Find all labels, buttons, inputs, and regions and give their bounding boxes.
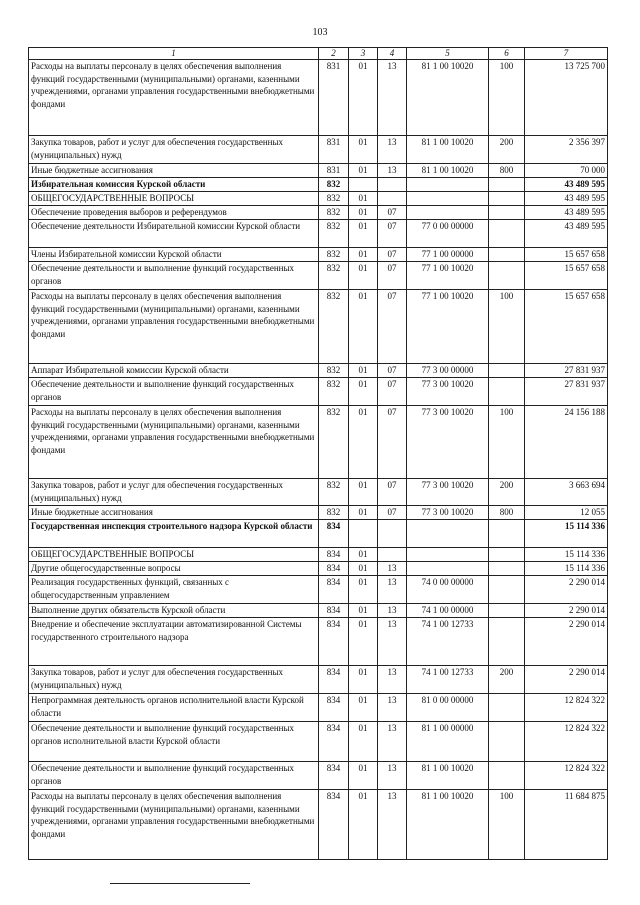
- table-row: [29, 722, 608, 762]
- row-code: 834: [319, 762, 349, 790]
- row-name: Иные бюджетные ассигнования: [29, 506, 319, 520]
- row-code: 831: [319, 136, 349, 164]
- row-amount: 13 725 700: [525, 60, 608, 136]
- row-amount: 43 489 595: [525, 178, 608, 192]
- footer-divider: [110, 883, 250, 884]
- table-row: [29, 562, 608, 576]
- row-section: 01: [349, 60, 378, 136]
- row-target-article: 77 3 00 10020: [407, 479, 489, 506]
- row-subsection: 13: [378, 790, 407, 860]
- row-amount: 2 290 014: [525, 618, 608, 666]
- table-row: [29, 378, 608, 406]
- row-subsection: 07: [378, 262, 407, 290]
- row-expense-type: [489, 548, 525, 562]
- row-name: Аппарат Избирательной комиссии Курской области: [29, 364, 319, 378]
- row-code: 832: [319, 178, 349, 192]
- row-code: 832: [319, 220, 349, 248]
- row-expense-type: 200: [489, 136, 525, 164]
- row-code: 832: [319, 506, 349, 520]
- row-expense-type: [489, 520, 525, 548]
- row-target-article: [407, 562, 489, 576]
- row-name: Обеспечение деятельности и выполнение функций государственных органов: [29, 262, 319, 290]
- row-section: 01: [349, 479, 378, 506]
- row-target-article: 81 1 00 10020: [407, 164, 489, 178]
- row-expense-type: 100: [489, 406, 525, 479]
- row-amount: 15 657 658: [525, 290, 608, 364]
- row-subsection: [378, 520, 407, 548]
- row-code: 831: [319, 60, 349, 136]
- row-code: 834: [319, 694, 349, 722]
- row-subsection: 07: [378, 220, 407, 248]
- row-subsection: 13: [378, 562, 407, 576]
- row-section: 01: [349, 220, 378, 248]
- row-code: 832: [319, 248, 349, 262]
- row-code: 832: [319, 290, 349, 364]
- row-amount: 27 831 937: [525, 378, 608, 406]
- row-amount: 27 831 937: [525, 364, 608, 378]
- row-amount: 43 489 595: [525, 220, 608, 248]
- row-subsection: 07: [378, 406, 407, 479]
- row-name: Обеспечение деятельности и выполнение функций государственных органов: [29, 378, 319, 406]
- row-amount: 12 824 322: [525, 762, 608, 790]
- row-target-article: 77 3 00 00000: [407, 364, 489, 378]
- row-name: ОБЩЕГОСУДАРСТВЕННЫЕ ВОПРОСЫ: [29, 548, 319, 562]
- row-subsection: 13: [378, 762, 407, 790]
- column-header: 2: [319, 48, 349, 60]
- row-code: 834: [319, 548, 349, 562]
- row-name: Реализация государственных функций, связанных с общегосударственным управлением: [29, 576, 319, 604]
- column-header: 3: [349, 48, 378, 60]
- row-code: 832: [319, 479, 349, 506]
- row-expense-type: [489, 248, 525, 262]
- row-name: Закупка товаров, работ и услуг для обеспечения государственных (муниципальных) нужд: [29, 666, 319, 694]
- row-section: 01: [349, 248, 378, 262]
- row-target-article: 77 1 00 10020: [407, 262, 489, 290]
- row-target-article: 77 3 00 10020: [407, 406, 489, 479]
- row-subsection: 07: [378, 206, 407, 220]
- row-section: 01: [349, 206, 378, 220]
- row-section: 01: [349, 604, 378, 618]
- row-section: 01: [349, 666, 378, 694]
- row-amount: 70 000: [525, 164, 608, 178]
- row-subsection: 13: [378, 136, 407, 164]
- row-target-article: 74 0 00 00000: [407, 576, 489, 604]
- row-section: 01: [349, 722, 378, 762]
- row-code: 832: [319, 406, 349, 479]
- row-expense-type: 100: [489, 60, 525, 136]
- column-header: 7: [525, 48, 608, 60]
- row-name: Расходы на выплаты персоналу в целях обеспечения выполнения функций государственными (муниципальными) органами, казенными учреждениями, органами управления государственными внебюджетными фондами: [29, 790, 319, 860]
- row-target-article: 81 1 00 10020: [407, 136, 489, 164]
- row-subsection: 07: [378, 248, 407, 262]
- row-amount: 12 824 322: [525, 722, 608, 762]
- row-subsection: [378, 178, 407, 192]
- row-subsection: 13: [378, 576, 407, 604]
- row-section: 01: [349, 694, 378, 722]
- row-section: 01: [349, 192, 378, 206]
- row-code: 834: [319, 562, 349, 576]
- row-section: 01: [349, 506, 378, 520]
- row-target-article: 77 0 00 00000: [407, 220, 489, 248]
- row-section: [349, 520, 378, 548]
- table-row: [29, 790, 608, 860]
- row-amount: 43 489 595: [525, 192, 608, 206]
- row-section: [349, 178, 378, 192]
- row-target-article: [407, 206, 489, 220]
- row-name: Расходы на выплаты персоналу в целях обеспечения выполнения функций государственными (муниципальными) органами, казенными учреждениями, органами управления государственными внебюджетными фондами: [29, 290, 319, 364]
- row-section: 01: [349, 136, 378, 164]
- row-section: 01: [349, 762, 378, 790]
- row-expense-type: 100: [489, 790, 525, 860]
- row-expense-type: [489, 604, 525, 618]
- row-subsection: 07: [378, 290, 407, 364]
- row-code: 832: [319, 262, 349, 290]
- row-section: 01: [349, 790, 378, 860]
- row-subsection: 13: [378, 164, 407, 178]
- row-expense-type: 200: [489, 479, 525, 506]
- row-target-article: 74 1 00 12733: [407, 618, 489, 666]
- row-expense-type: [489, 220, 525, 248]
- row-target-article: 81 1 00 10020: [407, 762, 489, 790]
- row-expense-type: [489, 618, 525, 666]
- row-target-article: [407, 548, 489, 562]
- row-name: Расходы на выплаты персоналу в целях обеспечения выполнения функций государственными (муниципальными) органами, казенными учреждениями, органами управления государственными внебюджетными фондами: [29, 406, 319, 479]
- row-section: 01: [349, 618, 378, 666]
- row-amount: 15 114 336: [525, 562, 608, 576]
- row-section: 01: [349, 290, 378, 364]
- row-target-article: 77 3 00 10020: [407, 506, 489, 520]
- row-section: 01: [349, 378, 378, 406]
- row-target-article: [407, 520, 489, 548]
- row-subsection: [378, 548, 407, 562]
- row-expense-type: 800: [489, 506, 525, 520]
- row-section: 01: [349, 576, 378, 604]
- row-code: 834: [319, 576, 349, 604]
- column-header: 6: [489, 48, 525, 60]
- budget-table: [28, 47, 608, 860]
- table-row: [29, 136, 608, 164]
- row-amount: 15 114 336: [525, 548, 608, 562]
- row-subsection: 13: [378, 694, 407, 722]
- row-code: 834: [319, 666, 349, 694]
- row-amount: 2 290 014: [525, 666, 608, 694]
- row-code: 832: [319, 206, 349, 220]
- row-amount: 11 684 875: [525, 790, 608, 860]
- row-amount: 2 290 014: [525, 604, 608, 618]
- row-subsection: 13: [378, 618, 407, 666]
- row-name: Закупка товаров, работ и услуг для обеспечения государственных (муниципальных) нужд: [29, 479, 319, 506]
- table-row: [29, 520, 608, 548]
- row-amount: 12 824 322: [525, 694, 608, 722]
- row-expense-type: [489, 378, 525, 406]
- row-subsection: [378, 192, 407, 206]
- row-expense-type: [489, 576, 525, 604]
- row-target-article: [407, 192, 489, 206]
- row-amount: 2 356 397: [525, 136, 608, 164]
- row-subsection: 07: [378, 364, 407, 378]
- row-expense-type: [489, 206, 525, 220]
- row-target-article: 81 0 00 00000: [407, 694, 489, 722]
- row-name: Непрограммная деятельность органов исполнительной власти Курской области: [29, 694, 319, 722]
- table-row: [29, 479, 608, 506]
- row-section: 01: [349, 262, 378, 290]
- row-subsection: 13: [378, 60, 407, 136]
- row-expense-type: 200: [489, 666, 525, 694]
- row-name: Закупка товаров, работ и услуг для обеспечения государственных (муниципальных) нужд: [29, 136, 319, 164]
- row-subsection: 13: [378, 604, 407, 618]
- row-name: Другие общегосударственные вопросы: [29, 562, 319, 576]
- row-name: Выполнение других обязательств Курской области: [29, 604, 319, 618]
- row-expense-type: [489, 262, 525, 290]
- row-expense-type: [489, 694, 525, 722]
- row-name: Избирательная комиссия Курской области: [29, 178, 319, 192]
- row-name: Обеспечение деятельности и выполнение функций государственных органов исполнительной власти Курской области: [29, 722, 319, 762]
- row-target-article: [407, 178, 489, 192]
- table-row: [29, 60, 608, 136]
- table-row: [29, 220, 608, 248]
- table-row: [29, 576, 608, 604]
- row-name: Внедрение и обеспечение эксплуатации автоматизированной Системы государственного строительного надзора: [29, 618, 319, 666]
- row-subsection: 07: [378, 378, 407, 406]
- table-row: [29, 178, 608, 192]
- table-row: [29, 762, 608, 790]
- row-code: 832: [319, 364, 349, 378]
- table-row: [29, 666, 608, 694]
- row-expense-type: [489, 562, 525, 576]
- row-code: 834: [319, 722, 349, 762]
- column-header: 1: [29, 48, 319, 60]
- table-row: [29, 618, 608, 666]
- row-name: ОБЩЕГОСУДАРСТВЕННЫЕ ВОПРОСЫ: [29, 192, 319, 206]
- row-section: 01: [349, 364, 378, 378]
- row-amount: 2 290 014: [525, 576, 608, 604]
- row-code: 834: [319, 790, 349, 860]
- table-row: [29, 192, 608, 206]
- table-row: [29, 506, 608, 520]
- table-row: [29, 248, 608, 262]
- row-name: Обеспечение проведения выборов и референдумов: [29, 206, 319, 220]
- row-amount: 3 663 694: [525, 479, 608, 506]
- table-row: [29, 262, 608, 290]
- row-target-article: 77 3 00 10020: [407, 378, 489, 406]
- row-amount: 12 055: [525, 506, 608, 520]
- row-code: 834: [319, 618, 349, 666]
- row-amount: 43 489 595: [525, 206, 608, 220]
- row-target-article: 81 1 00 00000: [407, 722, 489, 762]
- row-name: Обеспечение деятельности Избирательной комиссии Курской области: [29, 220, 319, 248]
- table-row: [29, 548, 608, 562]
- row-subsection: 07: [378, 479, 407, 506]
- page-number: 103: [312, 27, 328, 38]
- row-expense-type: [489, 722, 525, 762]
- row-target-article: 77 1 00 00000: [407, 248, 489, 262]
- row-target-article: 74 1 00 12733: [407, 666, 489, 694]
- row-amount: 15 657 658: [525, 262, 608, 290]
- row-subsection: 13: [378, 722, 407, 762]
- row-name: Расходы на выплаты персоналу в целях обеспечения выполнения функций государственными (муниципальными) органами, казенными учреждениями, органами управления государственными внебюджетными фондами: [29, 60, 319, 136]
- row-target-article: 77 1 00 10020: [407, 290, 489, 364]
- table-header-row: [29, 48, 608, 60]
- row-section: 01: [349, 406, 378, 479]
- row-target-article: 81 1 00 10020: [407, 60, 489, 136]
- row-expense-type: [489, 364, 525, 378]
- row-section: 01: [349, 562, 378, 576]
- table-row: [29, 206, 608, 220]
- row-name: Государственная инспекция строительного надзора Курской области: [29, 520, 319, 548]
- row-code: 834: [319, 520, 349, 548]
- row-code: 832: [319, 192, 349, 206]
- table-row: [29, 164, 608, 178]
- row-name: Обеспечение деятельности и выполнение функций государственных органов: [29, 762, 319, 790]
- row-target-article: 81 1 00 10020: [407, 790, 489, 860]
- row-amount: 24 156 188: [525, 406, 608, 479]
- row-code: 831: [319, 164, 349, 178]
- row-amount: 15 114 336: [525, 520, 608, 548]
- table-row: [29, 290, 608, 364]
- column-header: 4: [378, 48, 407, 60]
- row-name: Иные бюджетные ассигнования: [29, 164, 319, 178]
- column-header: 5: [407, 48, 489, 60]
- table-row: [29, 364, 608, 378]
- row-section: 01: [349, 164, 378, 178]
- table-row: [29, 406, 608, 479]
- table-row: [29, 604, 608, 618]
- row-code: 834: [319, 604, 349, 618]
- row-expense-type: [489, 192, 525, 206]
- row-expense-type: 800: [489, 164, 525, 178]
- row-name: Члены Избирательной комиссии Курской области: [29, 248, 319, 262]
- row-expense-type: [489, 762, 525, 790]
- row-subsection: 13: [378, 666, 407, 694]
- row-expense-type: 100: [489, 290, 525, 364]
- row-subsection: 07: [378, 506, 407, 520]
- table-row: [29, 694, 608, 722]
- row-code: 832: [319, 378, 349, 406]
- row-expense-type: [489, 178, 525, 192]
- row-section: 01: [349, 548, 378, 562]
- row-target-article: 74 1 00 00000: [407, 604, 489, 618]
- row-amount: 15 657 658: [525, 248, 608, 262]
